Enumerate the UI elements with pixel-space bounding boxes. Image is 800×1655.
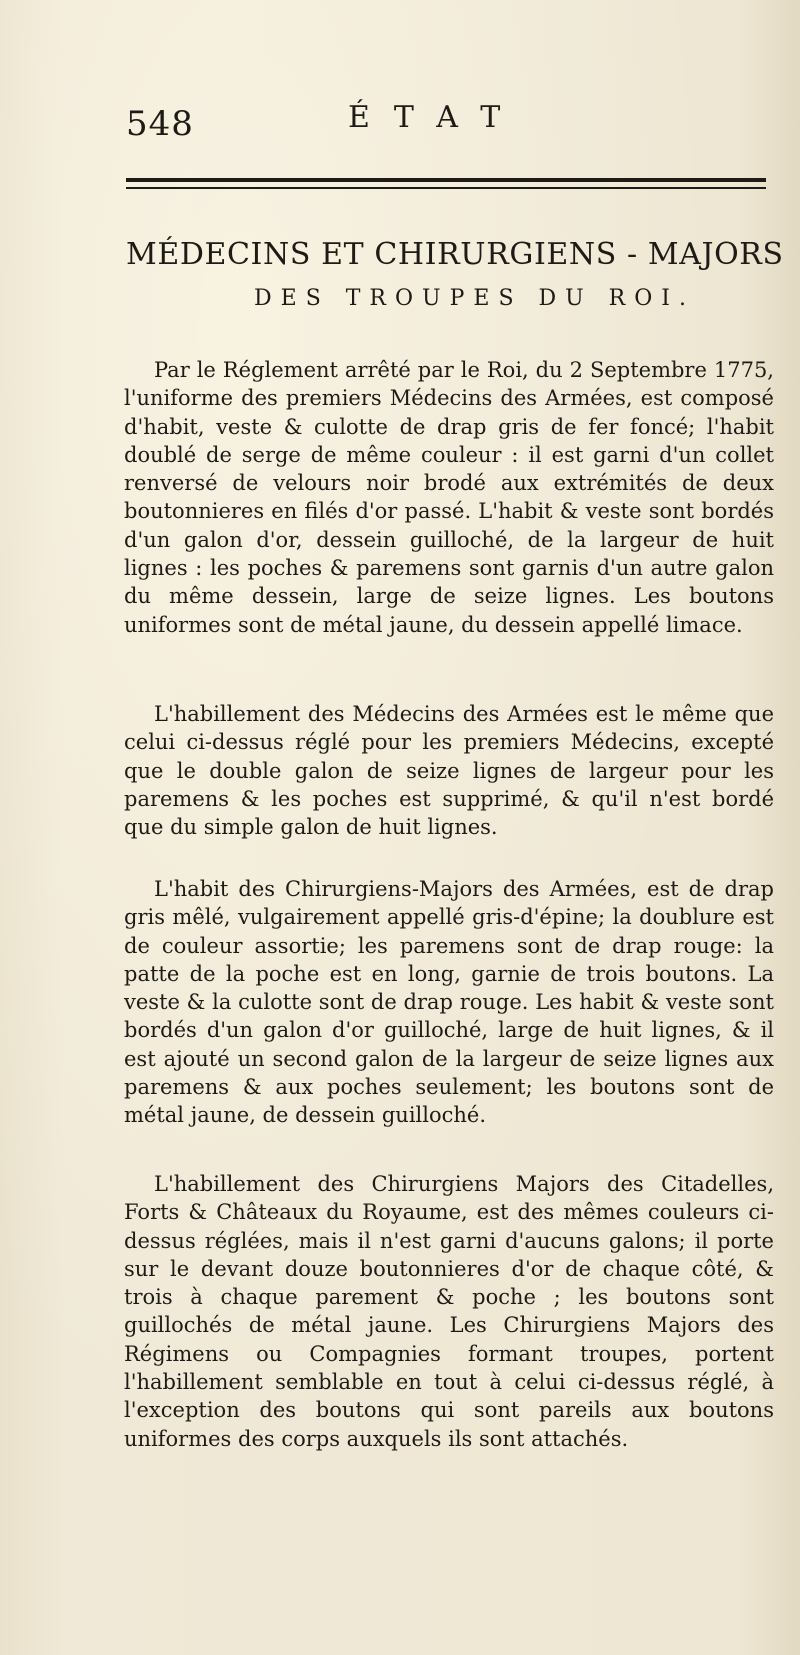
page-number: 548: [126, 104, 194, 144]
paragraph-chirurgiens-majors-armees: L'habit des Chirurgiens-Majors des Armées, est de drap gris mêlé, vulgairement appellé gris-d'épine; la doublure est de couleur assortie; les paremens sont de drap rouge: la patte de la poche est en long, garnie de trois boutons. La veste & la culotte sont de drap rouge. Les habit & veste sont bordés d'un galon d'or guilloché, large de huit lignes, & il est ajouté un second galon de la largeur de seize lignes aux paremens & aux poches seulement; les boutons sont de métal jaune, de dessein guilloché.: [124, 877, 774, 1128]
paragraph-chirurgiens-majors-citadelles: L'habillement des Chirurgiens Majors des Citadelles, Forts & Châteaux du Royaume, est des mêmes couleurs ci-dessus réglées, mais il n'est garni d'aucuns galons; il porte sur le devant douze boutonnieres d'or de chaque côté, & trois à chaque parement & poche ; les boutons sont guillochés de métal jaune. Les Chirurgiens Majors des Régimens ou Compagnies formant troupes, portent l'habillement semblable en tout à celui ci-dessus réglé, à l'exception des boutons qui sont pareils aux boutons uniformes des corps auxquels ils sont attachés.: [124, 1172, 774, 1451]
running-head: [126, 96, 766, 144]
header-rule: [126, 178, 766, 192]
header-rule-thin: [126, 187, 766, 189]
section-title: MÉDECINS ET CHIRURGIENS - MAJORS: [126, 237, 784, 272]
paragraph-medecins-armees: L'habillement des Médecins des Armées est le même que celui ci-dessus réglé pour les premiers Médecins, excepté que le double galon de seize lignes de largeur pour les paremens & les poches est supprimé, & qu'il n'est bordé que du simple galon de huit lignes.: [124, 702, 774, 840]
running-title: ÉTAT: [348, 100, 525, 135]
paragraph-premiers-medecins: Par le Réglement arrêté par le Roi, du 2 Septembre 1775, l'uniforme des premiers Médecins des Armées, est composé d'habit, veste & culotte de drap gris de fer foncé; l'habit doublé de serge de même couleur : il est garni d'un collet renversé de velours noir brodé aux extrémités de deux boutonnieres en filés d'or passé. L'habit & veste sont bordés d'un galon d'or, dessein guilloché, de la largeur de huit lignes : les poches & paremens sont garnis d'un autre galon du même dessein, large de seize lignes. Les boutons uniformes sont de métal jaune, du dessein appellé limace.: [124, 358, 774, 637]
header-rule-thick: [126, 178, 766, 182]
section-subtitle: DES TROUPES DU ROI.: [254, 286, 695, 311]
